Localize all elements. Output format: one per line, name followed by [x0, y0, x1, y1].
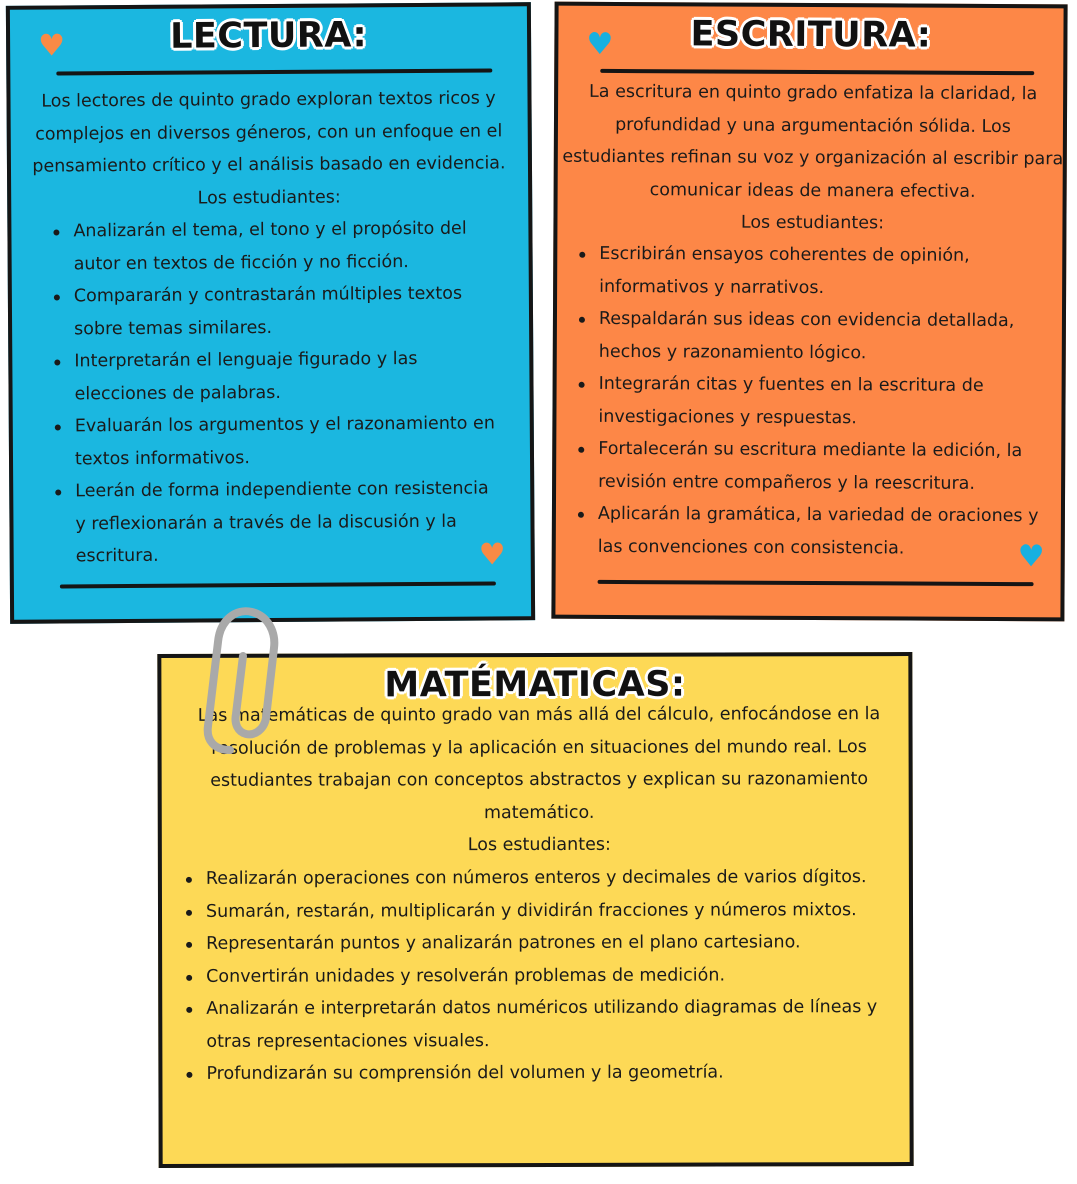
list-item: Representarán puntos y analizarán patrones en el plano cartesiano. — [184, 926, 906, 960]
matematicas-intro: Las matemáticas de quinto grado van más allá del cálculo, enfocándose en la resolución de problemas y la aplicación en situaciones del mundo real. Los estudiantes trabajan con conceptos abstractos y explican su razonamiento matemático. — [197, 704, 881, 823]
list-item: Profundizarán su comprensión del volumen y la geometría. — [184, 1056, 906, 1090]
matematicas-list — [184, 861, 907, 1090]
list-item: Integrarán citas y fuentes en la escritura de investigaciones y respuestas. — [576, 368, 1058, 436]
list-item: Respaldarán sus ideas con evidencia detallada, hechos y razonamiento lógico. — [577, 303, 1059, 371]
lectura-bottom-rule — [60, 581, 496, 588]
heart-icon: ♥ — [586, 26, 614, 62]
escritura-title: ESCRITURA: — [690, 14, 932, 56]
list-item: Analizarán e interpretarán datos numéricos utilizando diagramas de líneas y otras representaciones visuales. — [184, 991, 906, 1058]
paperclip-icon — [196, 600, 296, 760]
lectura-card — [6, 2, 535, 624]
escritura-list — [576, 238, 1060, 566]
list-item: Sumarán, restarán, multiplicarán y dividirán fracciones y números mixtos. — [184, 894, 906, 928]
lectura-title: LECTURA: — [169, 15, 368, 57]
list-item: Escribirán ensayos coherentes de opinión, informativos y narrativos. — [577, 238, 1059, 306]
matematicas-lead: Los estudiantes: — [467, 834, 611, 856]
list-item: Compararán y contrastarán múltiples textos sobre temas similares. — [52, 277, 502, 345]
lectura-list — [51, 212, 503, 573]
list-item: Aplicarán la gramática, la variedad de oraciones y las convenciones con consistencia. — [576, 498, 1058, 566]
list-item: Analizarán el tema, el tono y el propósito del autor en textos de ficción y no ficción. — [51, 212, 501, 280]
heart-icon: ♥ — [1017, 539, 1045, 575]
list-item: Convertirán unidades y resolverán problemas de medición. — [184, 959, 906, 993]
lectura-title-underline — [56, 68, 492, 75]
list-item: Realizarán operaciones con números enteros y decimales de varios dígitos. — [184, 861, 906, 895]
list-item: Evaluarán los argumentos y el razonamiento en textos informativos. — [53, 407, 503, 475]
lectura-intro: Los lectores de quinto grado exploran textos ricos y complejos en diversos géneros, con un enfoque en el pensamiento crítico y el análisis basado en evidencia. Los estudiantes: — [32, 88, 506, 209]
escritura-card — [551, 2, 1067, 622]
heart-icon: ♥ — [478, 537, 506, 573]
escritura-bottom-rule — [598, 580, 1034, 586]
matematicas-title: MATÉMATICAS: — [384, 664, 686, 706]
escritura-intro: La escritura en quinto grado enfatiza la claridad, la profundidad y una argumentación sólida. Los estudiantes refinan su voz y organización al escribir para comunicar ideas de manera efectiva. — [562, 81, 1064, 202]
escritura-title-underline — [600, 69, 1034, 75]
heart-icon: ♥ — [38, 28, 66, 64]
list-item: Fortalecerán su escritura mediante la edición, la revisión entre compañeros y la reescritura. — [576, 433, 1058, 501]
escritura-lead: Los estudiantes: — [740, 212, 885, 234]
list-item: Leerán de forma independiente con resistencia y reflexionarán a través de la discusión y la escritura. — [53, 472, 504, 573]
list-item: Interpretarán el lenguaje figurado y las elecciones de palabras. — [52, 342, 502, 410]
